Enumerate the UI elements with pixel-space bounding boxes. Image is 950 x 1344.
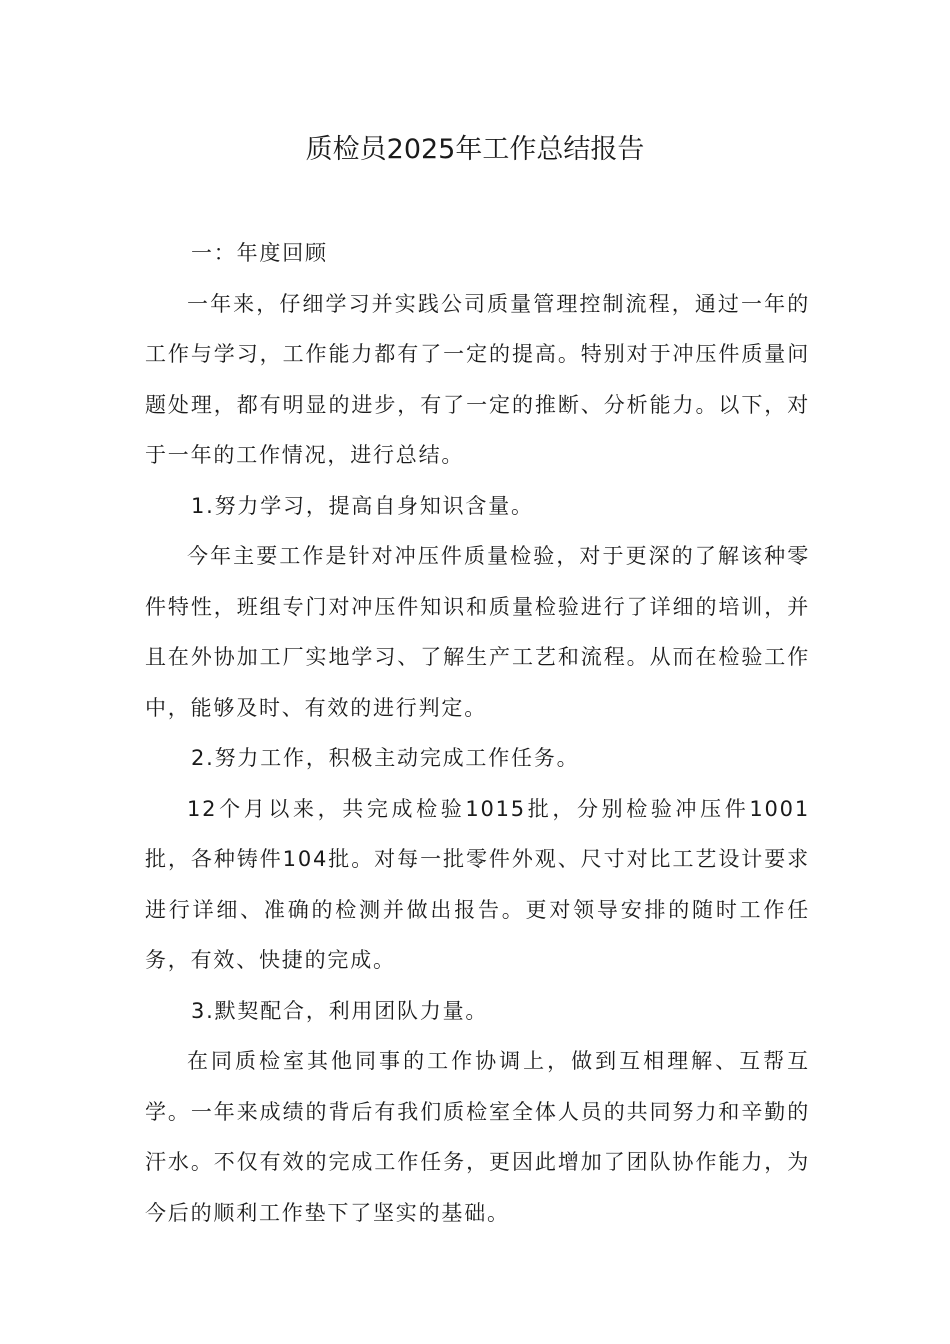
study-paragraph: 今年主要工作是针对冲压件质量检验，对于更深的了解该种零件特性，班组专门对冲压件知识和质量检验进行了详细的培训，并且在外协加工厂实地学习、了解生产工艺和流程。从而在检验工作中，能够及时、有效的进行判定。 — [145, 544, 810, 720]
subheading-study: 1.努力学习，提高自身知识含量。 — [191, 493, 534, 518]
work-paragraph: 12个月以来，共完成检验1015批，分别检验冲压件1001批，各种铸件104批。对每一批零件外观、尺寸对比工艺设计要求进行详细、准确的检测并做出报告。更对领导安排的随时工作任务，有效、快捷的完成。 — [145, 796, 810, 972]
section-heading-annual-review: 一：年度回顾 — [191, 241, 328, 265]
teamwork-paragraph: 在同质检室其他同事的工作协调上，做到互相理解、互帮互学。一年来成绩的背后有我们质检室全体人员的共同努力和辛勤的汗水。不仅有效的完成工作任务，更因此增加了团队协作能力，为今后的顺利工作垫下了坚实的基础。 — [145, 1049, 810, 1225]
intro-paragraph: 一年来，仔细学习并实践公司质量管理控制流程，通过一年的工作与学习，工作能力都有了一定的提高。特别对于冲压件质量问题处理，都有明显的进步，有了一定的推断、分析能力。以下，对于一年的工作情况，进行总结。 — [145, 291, 810, 467]
document-title: 质检员2025年工作总结报告 — [305, 134, 645, 165]
document-body — [145, 228, 810, 1238]
subheading-work: 2.努力工作，积极主动完成工作任务。 — [191, 746, 580, 770]
subheading-teamwork: 3.默契配合，利用团队力量。 — [191, 998, 489, 1023]
